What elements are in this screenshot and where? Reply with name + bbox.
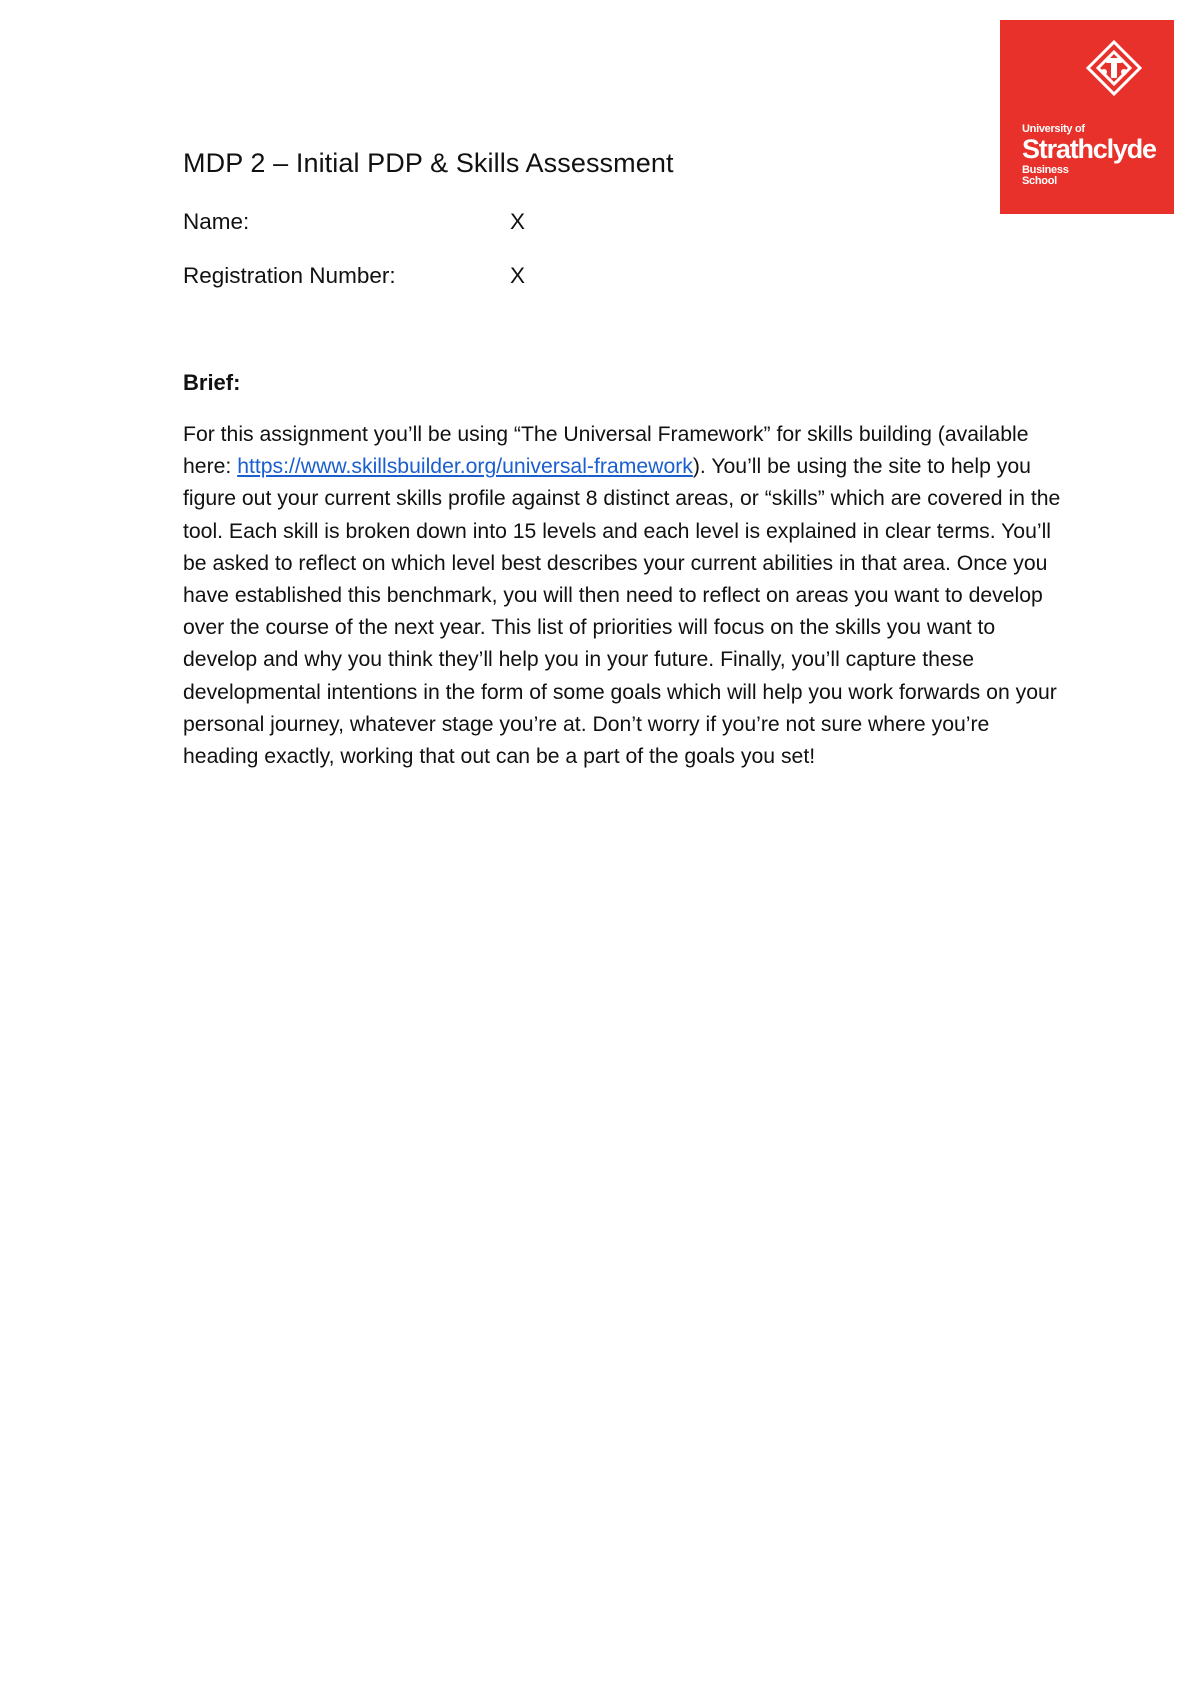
registration-number-value: X — [510, 263, 526, 288]
university-crest-icon — [1084, 38, 1144, 98]
universal-framework-link[interactable]: https://www.skillsbuilder.org/universal-framework — [237, 455, 693, 479]
document-title: MDP 2 – Initial PDP & Skills Assessment — [183, 148, 674, 178]
logo-line-university-of: University of — [1022, 123, 1085, 135]
logo-line-school: School — [1022, 175, 1057, 187]
brief-text-before-link: For this assignment you’ll be using “The Universal Framework” for skills building (available here: — [183, 423, 1029, 479]
logo-line-strathclyde: Strathclyde — [1022, 134, 1156, 164]
logo-wordmark — [1022, 124, 1156, 187]
brief-heading: Brief: — [183, 370, 241, 395]
university-logo — [1000, 20, 1174, 214]
name-label: Name: — [183, 209, 250, 234]
registration-number-label: Registration Number: — [183, 263, 396, 288]
name-value: X — [510, 209, 526, 234]
brief-paragraph — [183, 419, 1068, 773]
logo-line-business: Business — [1022, 164, 1069, 176]
brief-text-after-link: ). You’ll be using the site to help you figure out your current skills profile against 8 distinct areas, or “skills” which are covered in the tool. Each skill is broken down into 15 levels and each level is explained in clear terms. You’ll be asked to reflect on which level best describes your current abilities in that area. Once you have established this benchmark, you will then need to reflect on areas you want to develop over the course of the next year. This list of priorities will focus on the skills you want to develop and why you think they’ll help you in your future. Finally, you’ll capture these developmental intentions in the form of some goals which will help you work forwards on your personal journey, whatever stage you’re at. Don’t worry if you’re not sure where you’re heading exactly, working that out can be a part of the goals you set! — [183, 455, 1061, 769]
